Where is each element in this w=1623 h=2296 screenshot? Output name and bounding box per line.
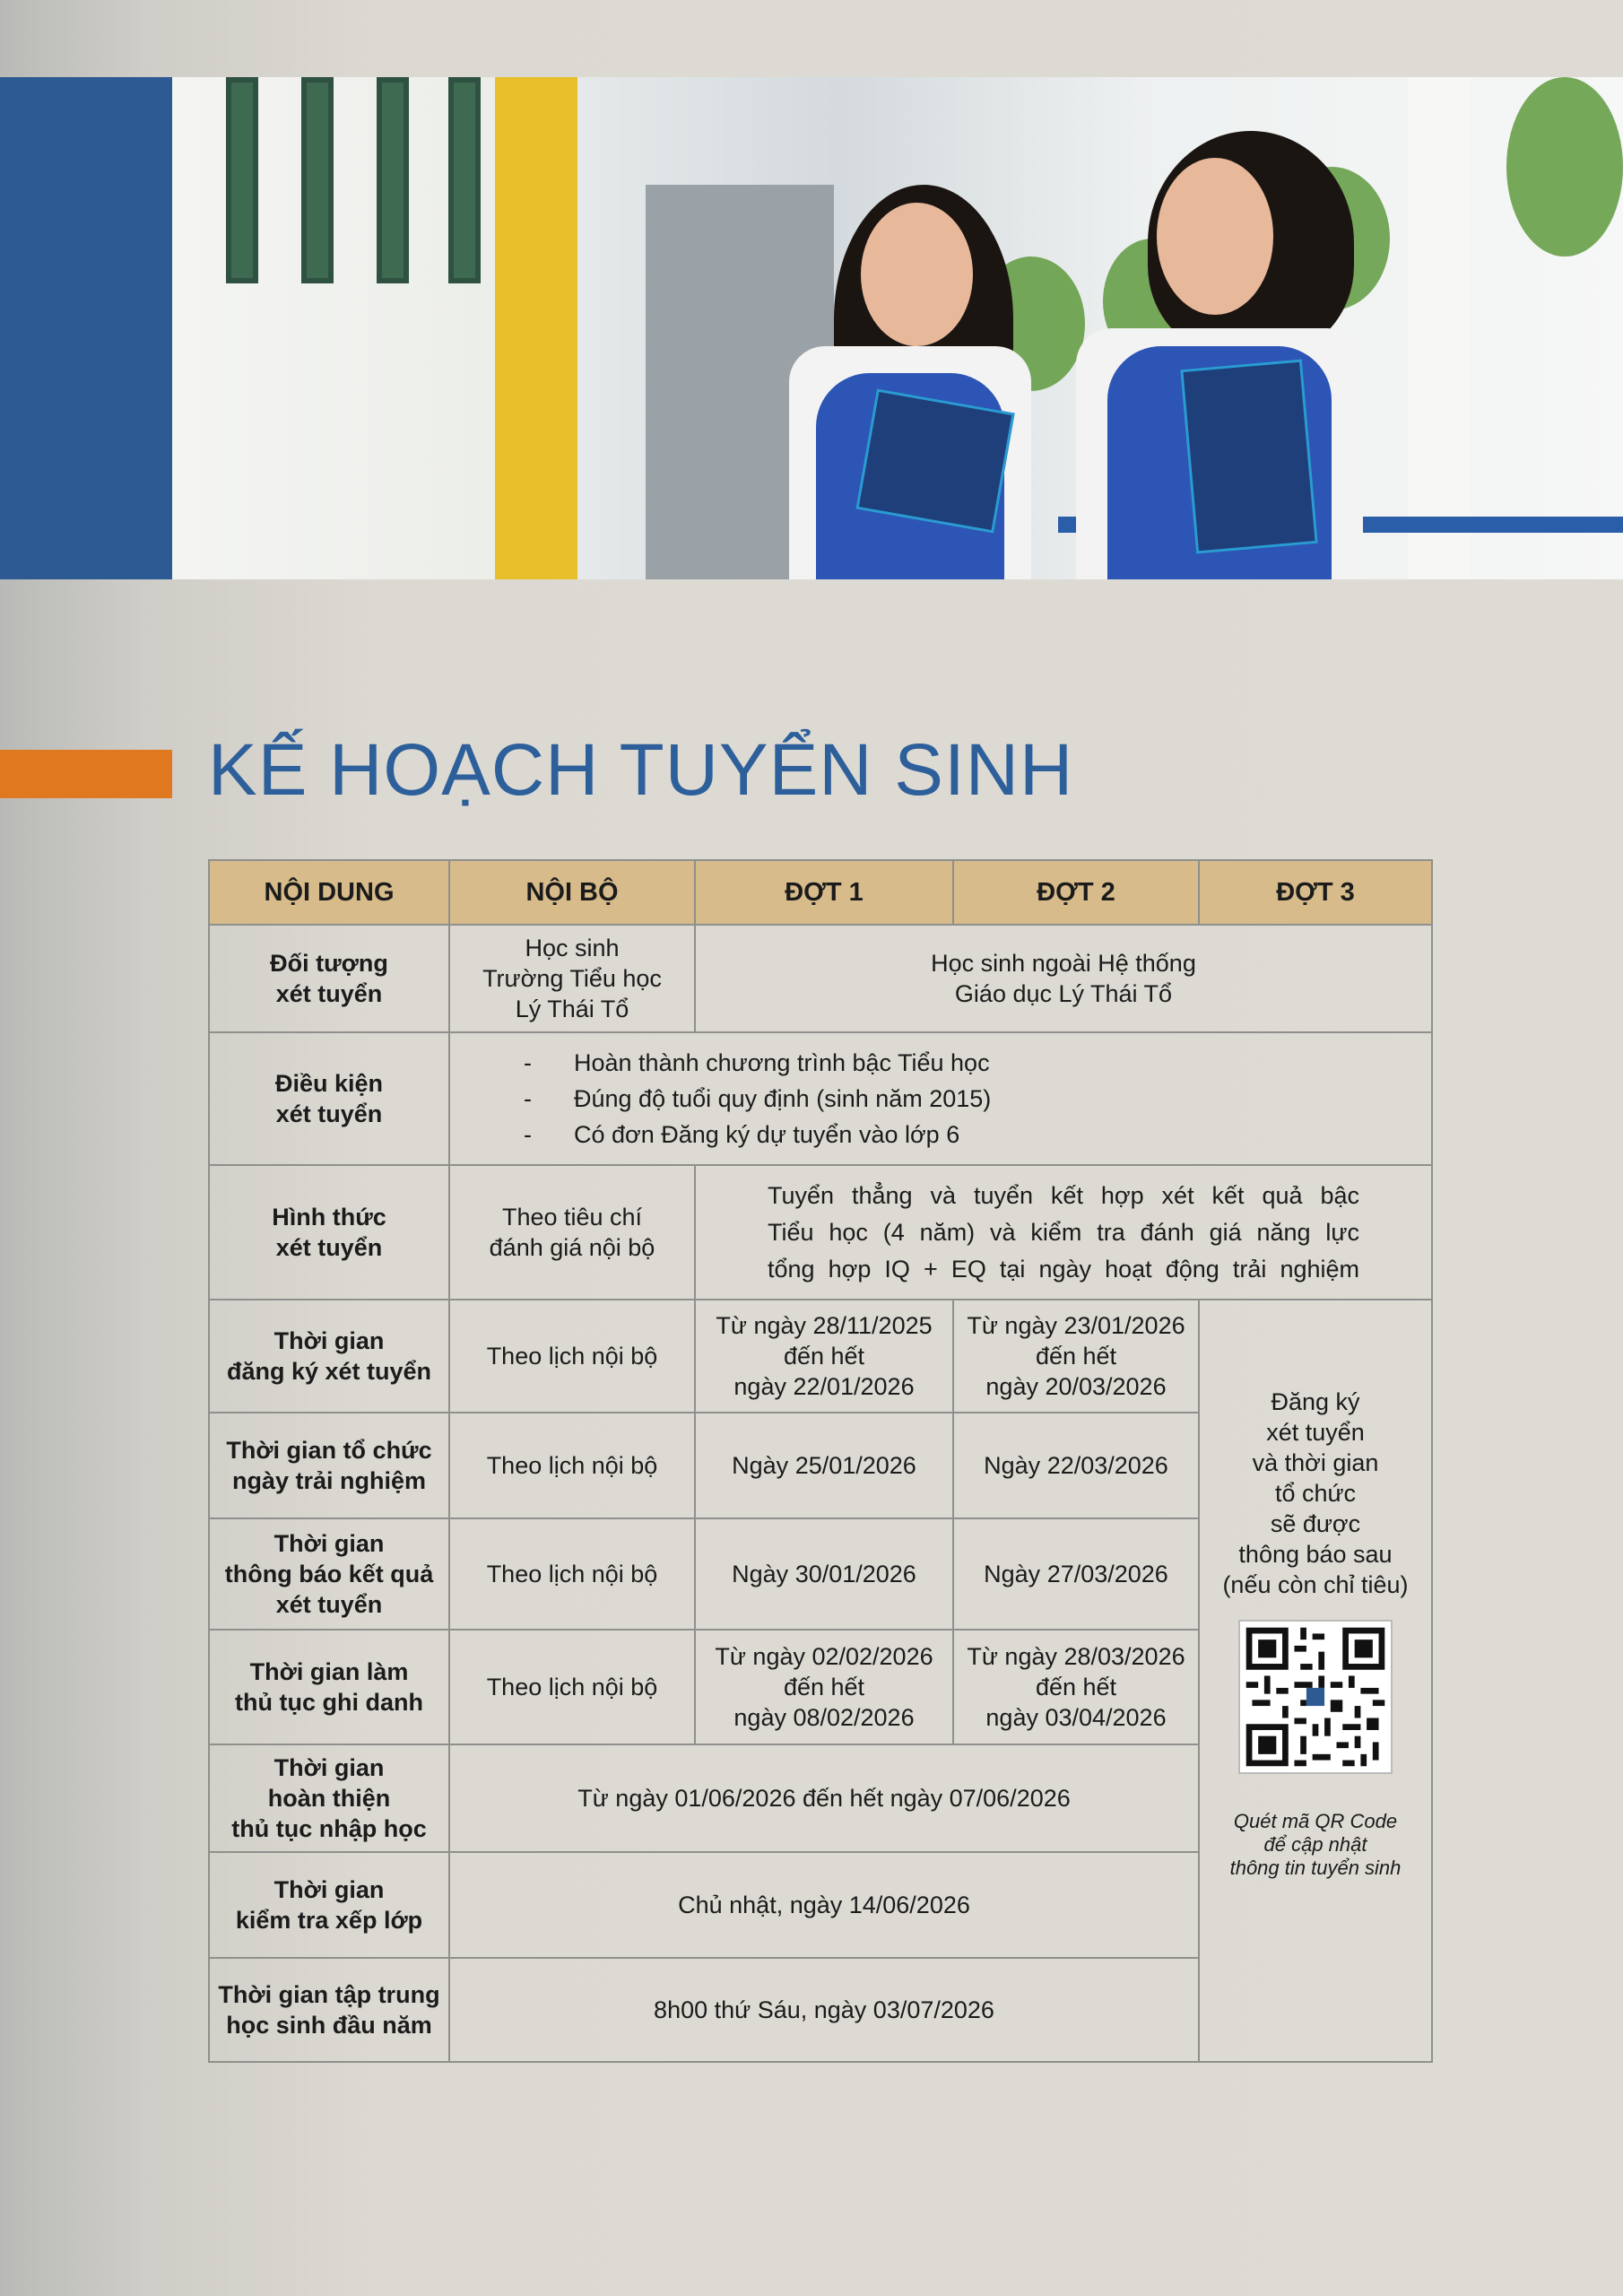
thong-bao-dot-2: Ngày 27/03/2026 bbox=[953, 1518, 1199, 1630]
accent-bar bbox=[0, 750, 172, 798]
qr-code-icon[interactable] bbox=[1238, 1620, 1393, 1774]
list-item: - Hoàn thành chương trình bậc Tiểu học bbox=[524, 1045, 991, 1081]
girl-face bbox=[861, 203, 973, 346]
table-row bbox=[209, 1300, 1432, 1413]
dang-ky-dot-1: Từ ngày 28/11/2025 đến hết ngày 22/01/2026 bbox=[695, 1300, 953, 1413]
photo-pillar bbox=[1408, 77, 1471, 579]
header-noi-dung: NỘI DUNG bbox=[209, 860, 449, 925]
photo-window bbox=[301, 77, 334, 283]
dot-3-column: Đăng ký xét tuyển và thời gian tổ chức sẽ được thông báo sau (nếu còn chỉ tiêu) Quét mã QR Code để cập nhật thông tin tuyển sinh bbox=[1199, 1300, 1432, 2062]
header-dot-1: ĐỢT 1 bbox=[695, 860, 953, 925]
photo-blue-column bbox=[0, 77, 172, 579]
trai-nghiem-noi-bo: Theo lịch nội bộ bbox=[449, 1413, 695, 1518]
ghi-danh-noi-bo: Theo lịch nội bộ bbox=[449, 1630, 695, 1744]
book bbox=[855, 388, 1014, 533]
doi-tuong-ngoai: Học sinh ngoài Hệ thống Giáo dục Lý Thái Tổ bbox=[695, 925, 1432, 1032]
photo-wall bbox=[172, 77, 495, 579]
header-dot-3: ĐỢT 3 bbox=[1199, 860, 1432, 925]
admission-plan-table bbox=[208, 859, 1433, 2063]
girl-face bbox=[1157, 158, 1273, 315]
thong-bao-noi-bo: Theo lịch nội bộ bbox=[449, 1518, 695, 1630]
photo-window bbox=[377, 77, 409, 283]
ghi-danh-dot-2: Từ ngày 28/03/2026 đến hết ngày 03/04/2026 bbox=[953, 1630, 1199, 1744]
photo-window bbox=[226, 77, 258, 283]
table-row bbox=[209, 1032, 1432, 1165]
page-title: KẾ HOẠCH TUYỂN SINH bbox=[208, 729, 1074, 811]
trai-nghiem-dot-1: Ngày 25/01/2026 bbox=[695, 1413, 953, 1518]
dang-ky-noi-bo: Theo lịch nội bộ bbox=[449, 1300, 695, 1413]
ghi-danh-dot-1: Từ ngày 02/02/2026 đến hết ngày 08/02/2026 bbox=[695, 1630, 953, 1744]
photo-yellow-pillar bbox=[495, 77, 577, 579]
hinh-thuc-noi-bo: Theo tiêu chí đánh giá nội bộ bbox=[449, 1165, 695, 1300]
photo-window bbox=[448, 77, 481, 283]
row-label-hinh-thuc: Hình thức xét tuyển bbox=[209, 1165, 449, 1300]
table-row bbox=[209, 925, 1432, 1032]
dieu-kien-list bbox=[449, 1032, 1432, 1165]
photo-plant bbox=[1506, 77, 1623, 257]
qr-caption: Quét mã QR Code để cập nhật thông tin tuyển sinh bbox=[1229, 1810, 1402, 1879]
doi-tuong-noi-bo: Học sinh Trường Tiểu học Lý Thái Tổ bbox=[449, 925, 695, 1032]
row-label-nhap-hoc: Thời gian hoàn thiện thủ tục nhập học bbox=[209, 1744, 449, 1852]
dang-ky-dot-2: Từ ngày 23/01/2026 đến hết ngày 20/03/2026 bbox=[953, 1300, 1199, 1413]
table-header-row bbox=[209, 860, 1432, 925]
hero-photo bbox=[0, 77, 1623, 579]
row-label-dieu-kien: Điều kiện xét tuyển bbox=[209, 1032, 449, 1165]
row-label-thong-bao: Thời gian thông báo kết quả xét tuyển bbox=[209, 1518, 449, 1630]
nhap-hoc-value: Từ ngày 01/06/2026 đến hết ngày 07/06/2026 bbox=[449, 1744, 1199, 1852]
trai-nghiem-dot-2: Ngày 22/03/2026 bbox=[953, 1413, 1199, 1518]
kiem-tra-value: Chủ nhật, ngày 14/06/2026 bbox=[449, 1852, 1199, 1958]
row-label-dang-ky: Thời gian đăng ký xét tuyển bbox=[209, 1300, 449, 1413]
row-label-doi-tuong: Đối tượng xét tuyển bbox=[209, 925, 449, 1032]
table-row bbox=[209, 1165, 1432, 1300]
row-label-ghi-danh: Thời gian làm thủ tục ghi danh bbox=[209, 1630, 449, 1744]
row-label-kiem-tra: Thời gian kiểm tra xếp lớp bbox=[209, 1852, 449, 1958]
hinh-thuc-ngoai: Tuyển thẳng và tuyển kết hợp xét kết quả bậc Tiểu học (4 năm) và kiểm tra đánh giá năng lực tổng hợp IQ + EQ tại ngày hoạt động trải nghiệm bbox=[695, 1165, 1432, 1300]
book bbox=[1180, 359, 1317, 553]
header-noi-bo: NỘI BỘ bbox=[449, 860, 695, 925]
list-item: - Có đơn Đăng ký dự tuyển vào lớp 6 bbox=[524, 1117, 991, 1152]
header-dot-2: ĐỢT 2 bbox=[953, 860, 1199, 925]
list-item: - Đúng độ tuổi quy định (sinh năm 2015) bbox=[524, 1081, 991, 1117]
tap-trung-value: 8h00 thứ Sáu, ngày 03/07/2026 bbox=[449, 1958, 1199, 2062]
row-label-trai-nghiem: Thời gian tổ chức ngày trải nghiệm bbox=[209, 1413, 449, 1518]
thong-bao-dot-1: Ngày 30/01/2026 bbox=[695, 1518, 953, 1630]
row-label-tap-trung: Thời gian tập trung học sinh đầu năm bbox=[209, 1958, 449, 2062]
